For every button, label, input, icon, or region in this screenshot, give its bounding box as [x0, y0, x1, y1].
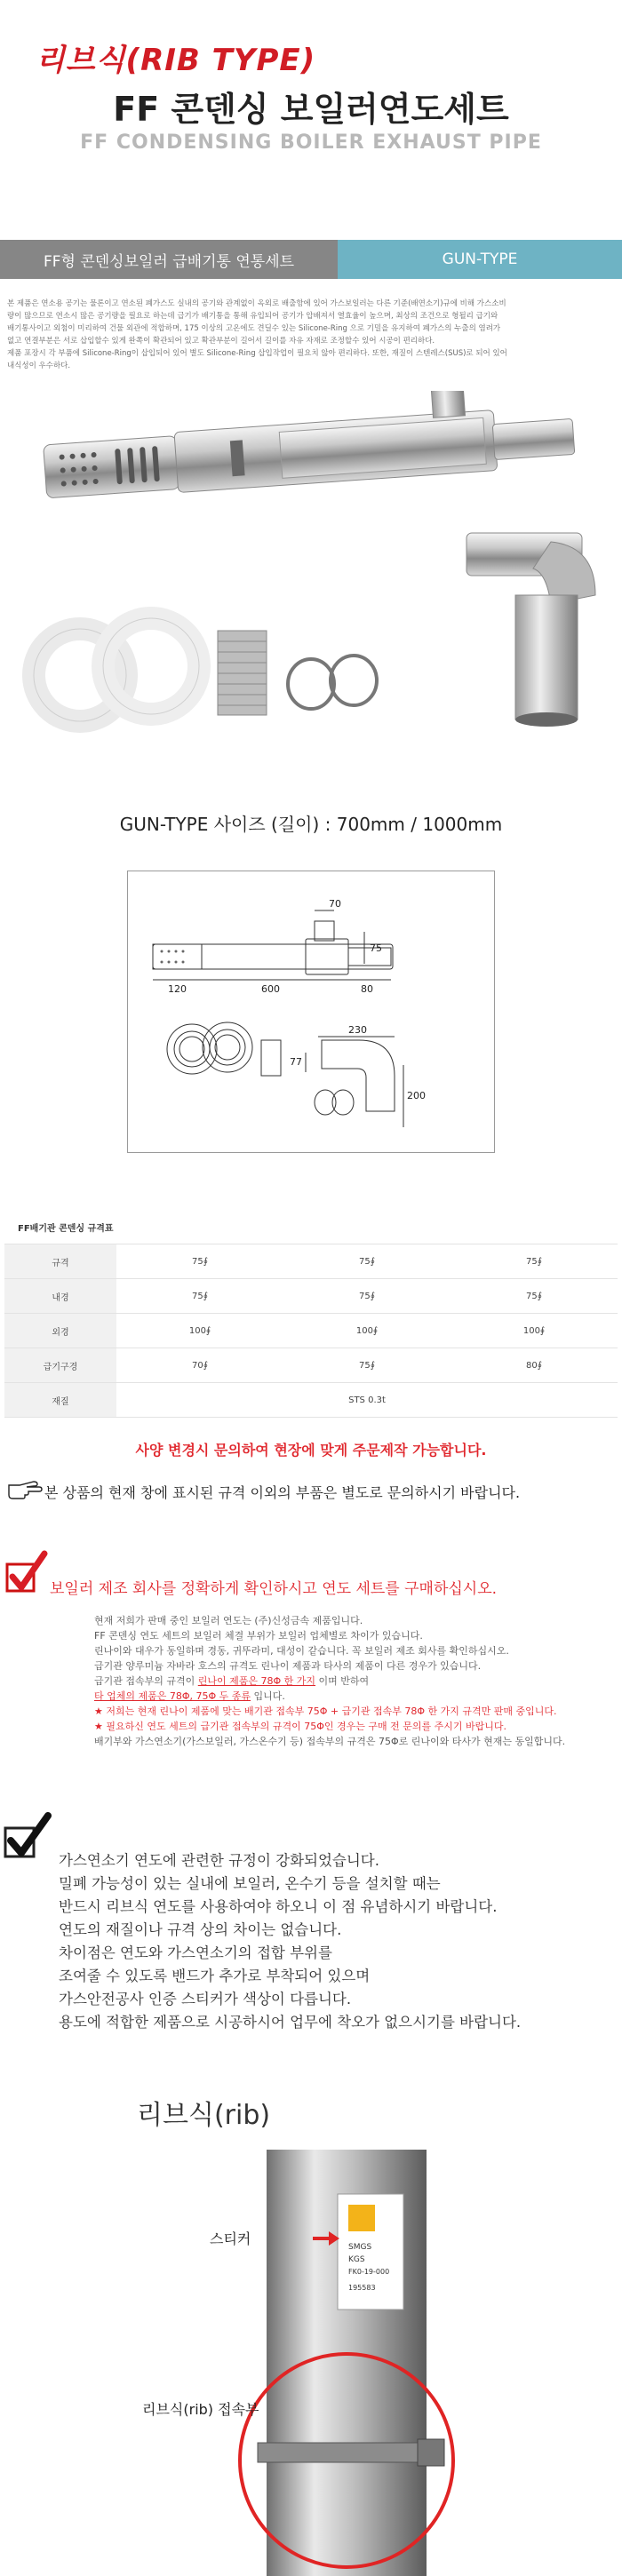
- table-row: [4, 1244, 618, 1279]
- note-line: 연도의 재질이나 규격 상의 차이는 없습니다.: [59, 1921, 342, 1938]
- note-line: 배기부와 가스연소기(가스보일러, 가스온수기 등) 접속부의 규격은 75Φ로 린나이와 타사가 현재는 동일합니다.: [94, 1736, 566, 1747]
- note-line: [94, 1674, 618, 1689]
- description-line: 량이 많으므로 연소시 많은 공기량을 필요로 하는데 급기가 배기통을 통해 유입되어 공기가 압배져서 열효율이 높으며, 최상의 조건으로 형될리 급기와: [7, 312, 498, 321]
- product-photo: [18, 391, 604, 746]
- note-line: 현재 저희가 판매 중인 보일러 연도는 (주)신성금속 제품입니다.: [94, 1615, 363, 1626]
- page-title: FF 콘덴싱 보일러연도세트: [113, 90, 509, 129]
- table-cell: STS 0.3t: [116, 1383, 618, 1418]
- highlight-text: 린나이 제품은 78Φ 한 가지: [197, 1675, 316, 1687]
- size-caption: GUN-TYPE 사이즈 (길이) : 700mm / 1000mm: [119, 814, 503, 835]
- note-text: 이며 반하여: [318, 1675, 370, 1687]
- silicone-rings: [34, 618, 199, 721]
- note-text: 급기관 접속부의 규격이: [94, 1675, 195, 1687]
- category-label: FF형 콘덴싱보일러 급배기통 연통세트: [43, 252, 295, 271]
- dim-label: 600: [261, 983, 280, 995]
- sticker-text: 195583: [348, 2284, 376, 2292]
- sticker-text: SMGS: [348, 2243, 372, 2252]
- table-row: [4, 1314, 618, 1348]
- sticker-text: KGS: [348, 2255, 365, 2264]
- drawing-svg: [128, 871, 494, 1152]
- table-row: [4, 1348, 618, 1383]
- table-cell: 100∮: [283, 1314, 451, 1348]
- spec-table: [4, 1244, 618, 1418]
- table-row: [4, 1383, 618, 1418]
- sticker-label: 스티커: [210, 2230, 251, 2247]
- rib-heading: 리브식(rib): [137, 2100, 271, 2131]
- check-icon: [2, 1812, 52, 1864]
- description-line: 제품 포장시 각 부품에 Silicone-Ring이 삽입되어 있어 별도 Silicone-Ring 삽입작업이 필요치 않아 편리하다. 또한, 재질이 스텐레스(SUS)로 되어 있어: [7, 349, 507, 358]
- boiler-check-notes: [94, 1613, 618, 1749]
- table-cell: 75∮: [451, 1244, 618, 1279]
- note-line: 반드시 리브식 연도를 사용하여야 하오니 이 점 유념하시기 바랍니다.: [59, 1898, 498, 1915]
- type-title: 리브식(RIB TYPE): [36, 43, 316, 78]
- other-parts-note: 본 상품의 현재 창에 표시된 규격 이외의 부품은 별도로 문의하시기 바랍니다.: [44, 1484, 521, 1501]
- table-cell: 80∮: [451, 1348, 618, 1383]
- note-text: 입니다.: [253, 1690, 285, 1702]
- table-row: [4, 1279, 618, 1314]
- table-cell: 75∮: [283, 1279, 451, 1314]
- table-cell: 75∮: [116, 1244, 283, 1279]
- note-line: 밀폐 가능성이 있는 실내에 보일러, 온수기 등을 설치할 때는: [59, 1875, 441, 1892]
- elbow-pipe: [466, 533, 595, 727]
- note-line: 가스연소기 연도에 관련한 규정이 강화되었습니다.: [59, 1852, 379, 1869]
- pointing-hand-icon: [7, 1478, 43, 1501]
- table-cell: 70∮: [116, 1348, 283, 1383]
- row-label: 재질: [4, 1383, 116, 1418]
- table-cell: 75∮: [283, 1244, 451, 1279]
- description-line: 내식성이 우수하다.: [7, 362, 71, 370]
- table-cell: 100∮: [116, 1314, 283, 1348]
- dim-label: 77: [290, 1056, 302, 1068]
- table-cell: 75∮: [451, 1279, 618, 1314]
- sticker-text: FK0-19-000: [348, 2268, 390, 2276]
- dim-label: 80: [361, 983, 373, 995]
- table-cell: 75∮: [116, 1279, 283, 1314]
- check-icon: [5, 1550, 48, 1596]
- row-label: 외경: [4, 1314, 116, 1348]
- aluminium-bellows: [218, 631, 267, 715]
- note-line: 용도에 적합한 제품으로 시공하시어 업무에 착오가 없으시기를 바랍니다.: [59, 2014, 522, 2031]
- description-line: 본 제품은 연소용 공기는 물론이고 연소된 폐가스도 실내의 공기와 관계없이 옥외로 배출함에 있어 가스보일러는 다른 기준(배연소기)규에 비해 가스소비: [7, 299, 506, 308]
- dim-label: 75: [370, 942, 382, 954]
- note-line: FF 콘덴싱 연도 세트의 보일러 체결 부위가 보일러 업체별로 차이가 있습니다.: [94, 1630, 423, 1642]
- star-note: ★ 필요하신 연도 세트의 급기관 접속부의 규격이 75Φ인 경우는 구매 전 문의를 주시기 바랍니다.: [94, 1721, 507, 1732]
- technical-drawing: [127, 871, 495, 1153]
- table-cell: 75∮: [283, 1348, 451, 1383]
- highlight-text: 타 업체의 제품은 78Φ, 75Φ 두 종류: [94, 1690, 251, 1702]
- note-line: 차이점은 연도와 가스연소기의 접합 부위를: [59, 1944, 332, 1961]
- dim-label: 200: [407, 1090, 426, 1101]
- dim-label: 230: [348, 1024, 367, 1036]
- custom-order-note: 사양 변경시 문의하여 현장에 맞게 주문제작 가능합니다.: [135, 1442, 487, 1459]
- note-line: 급기관 양루미늄 자바라 호스의 규격도 린나이 제품과 타사의 제품이 다른 경우가 있습니다.: [94, 1660, 482, 1672]
- note-line: 가스안전공사 인증 스티커가 색상이 다릅니다.: [59, 1991, 352, 2008]
- row-label: 규격: [4, 1244, 116, 1279]
- star-note: ★ 저희는 현재 린나이 제품에 맞는 배기관 접속부 75Φ + 급기관 접속부 78Φ 한 가지 규격만 판매 중입니다.: [94, 1705, 557, 1717]
- joint-label: 리브식(rib) 접속부: [142, 2401, 259, 2418]
- type-label: GUN-TYPE: [442, 250, 518, 268]
- note-line: [94, 1689, 618, 1704]
- dim-label: 70: [329, 898, 341, 910]
- spec-title: FF배기관 콘덴싱 규격표: [18, 1224, 114, 1234]
- row-label: 내경: [4, 1279, 116, 1314]
- page-subtitle: FF CONDENSING BOILER EXHAUST PIPE: [80, 131, 542, 154]
- product-description: [7, 298, 615, 372]
- category-band-right: [338, 240, 622, 279]
- note-line: 조여줄 수 있도록 밴드가 추가로 부착되어 있으며: [59, 1968, 371, 1984]
- dim-label: 120: [168, 983, 187, 995]
- boiler-check-heading: 보일러 제조 회사를 정확하게 확인하시고 연도 세트를 구매하십시오.: [50, 1580, 498, 1598]
- table-cell: 100∮: [451, 1314, 618, 1348]
- exhaust-pipe: [41, 391, 576, 502]
- note-line: 린나이와 대우가 동일하며 경동, 귀뚜라미, 대성이 같습니다. 꼭 보일러 제조 회사를 확인하십시오.: [94, 1645, 509, 1657]
- row-label: 급기구경: [4, 1348, 116, 1383]
- description-line: 없고 연결부분은 서로 삽입할수 있게 완쪽이 확관되어 있고 확관부분이 길어서 길이를 자유 자재로 조정할수 있어 시공이 편리하다.: [7, 337, 435, 346]
- gas-regulation-notes: [59, 1849, 618, 2034]
- rib-joint-photo: [116, 2150, 524, 2576]
- description-line: 배기통사이고 외첨이 미리하여 건물 외관에 적합하며, 175 이상의 고온에도 견딜수 있는 Silicone-Ring 으로 기밀을 유지하여 폐가스의 누출의 염려가: [7, 324, 501, 333]
- band-clamps: [288, 656, 377, 709]
- category-band-left: [0, 240, 338, 279]
